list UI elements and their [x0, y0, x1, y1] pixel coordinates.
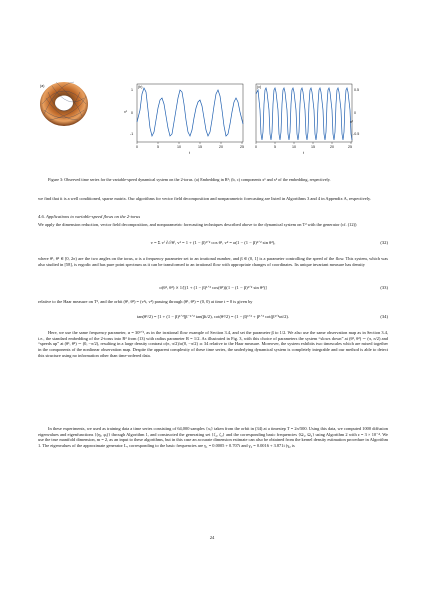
equation-34 — [38, 314, 388, 326]
panel-c-xtick: 15 — [311, 145, 315, 149]
paragraph-4: relative to the Haar measure on T², and the orbit (θ¹, θ²) = (v¹t, v²) passing through (θ¹, θ²) = (0, 0) at time t = 0 is given by — [38, 299, 253, 304]
panel-b-axes — [137, 84, 243, 142]
panel-c-xtick: 20 — [330, 145, 334, 149]
equation-33 — [38, 285, 388, 297]
paragraph-2: We apply the dimension reduction, vector field decomposition, and nonparametric forecasting techniques described above to the dynamical system on T² with the generator (cf. (12)) — [38, 222, 357, 227]
series-x1 — [137, 88, 243, 136]
panel-b-ytick: 0 — [131, 111, 133, 115]
panel-b-xtick: 5 — [157, 145, 159, 149]
panel-c-xtick: 10 — [292, 145, 296, 149]
panel-b-ylabel: x¹ — [124, 110, 127, 114]
equation-32-body: v = Σ vⁱ ∂/∂θⁱ, v¹ = 1 + (1 − β)¹ᐟ² cos θ¹, v² = α(1 − (1 − β)¹ᐟ² sin θ²), — [150, 240, 276, 245]
panel-c-ytick: 0 — [354, 111, 356, 115]
panel-c-xtick: 5 — [274, 145, 276, 149]
section-heading: 4.6. Applications to variable-speed flows on the 2-torus — [38, 214, 141, 219]
figure-caption: Figure 3: Observed time series for the variable-speed dynamical system on the 2-torus. (a) Embedding in R³; (b, c) components x¹ and x² of the embedding, respectively. — [48, 177, 331, 182]
panel-c-ytick: -0.5 — [353, 132, 360, 136]
panel-c-xtick: 25 — [348, 145, 352, 149]
panel-b-xtick: 15 — [198, 145, 202, 149]
panel-c-ytick: 0.5 — [354, 88, 359, 92]
panel-c-xlabel: t — [303, 151, 304, 155]
equation-34-number: (34) — [380, 314, 388, 319]
figure-3 — [38, 70, 358, 174]
torus-embedding — [40, 82, 88, 126]
panel-label-b: (b) — [138, 85, 143, 89]
paragraph-1: we find that it is a well conditioned, sparse matrix. Our algorithms for vector field decomposition and nonparametric forecasting are listed in Algorithms 3 and 4 in Appendix A, respectively. — [38, 196, 371, 201]
equation-33-number: (33) — [380, 285, 388, 290]
panel-b-xtick: 25 — [240, 145, 244, 149]
panel-b-xtick: 10 — [177, 145, 181, 149]
equation-34-body: tan(θ¹/2) = [1 + (1 − β)¹ᐟ²]β⁻¹ᐟ² tan(βt/2), cot(θ²/2) = (1 − β)¹ᐟ² + β¹ᐟ² cot(β¹ᐟ²αt/2). — [136, 314, 290, 319]
paragraph-3: where θ¹, θ² ∈ [0, 2π) are the two angles on the torus, α is a frequency parameter set to an irrational number, and β ∈ (0, 1] is a parameter controlling the speed of the flow. This system, which was also studied in [58], is ergodic and has pure point spectrum as it can be transformed to an irrational flow with appropriate changes of coordinates. Its unique invariant measure has density — [38, 256, 388, 267]
panel-c-xtick: 0 — [255, 145, 257, 149]
panel-c-axes — [256, 84, 352, 142]
panel-label-a: (a) — [40, 84, 45, 88]
equation-33-body: σ(θ¹, θ²) ∝ 1/[(1 + (1 − β)¹ᐟ² cos(θ¹))(1 − (1 − β)¹ᐟ² sin θ²)] — [159, 285, 267, 290]
panel-b-ytick: 1 — [131, 88, 133, 92]
panel-b-xtick: 0 — [136, 145, 138, 149]
equation-32 — [38, 240, 388, 252]
page-number: 24 — [209, 535, 215, 540]
paragraph-5: Here, we use the same frequency parameter, α = 30¹ᐟ², as in the irrational flow example of Section 3.4, and set the parameter β to 1/2. We also use the same observation map as in Section 3.4, i.e., the standard embedding of the 2-torus into R³ from (13) with radius parameter R = 1/2. As illustrated in Fig. 3, with this choice of parameters the system “slows down” at (θ¹, θ²) ∼ (π, π/2) and “speeds up” at (θ¹, θ²) ∼ (0, −π/2), resulting in a large density contrast σ(π, π/2)/σ(0, −π/2) ≃ 34 relative to the Haar measure. Moreover, the system exhibits two timescales which are mixed together in the components of the nonlinear observation map. Despite the apparent complexity of these time series, the underlying dynamical system is completely integrable and our method is able to detect this structure using no information other than time-ordered data. — [38, 330, 388, 358]
equation-32-number: (32) — [380, 240, 388, 245]
panel-label-c: (c) — [257, 85, 262, 89]
series-x2 — [256, 88, 352, 140]
paragraph-6: In these experiments, we used as training data a time series consisting of 64,000 samples {xᵢ} taken from the orbit in (34) at a timestep T = 2π/500. Using this data, we computed 1000 diffusion eigenvalues and eigenfunctions {(ηᵢ, φᵢ)} through Algorithm 1, and constructed the generating set {ζ₁, ζ₂} and the corresponding basic frequencies {Ω₁, Ω₂} using Algorithm 2 with ε = 3 × 10⁻⁴. We use the true manifold dimension, m = 2, as an input to these algorithms, but in this case an accurate dimension estimate can also be obtained from the kernel density estimation procedure in Algorithm 1. The eigenvalues of the approximate generator Lᵥ corresponding to the basic frequencies are γ₁ = 0.0005 + 0.707i and γ₂ = 0.0016 + 3.871i (γ₂ is — [38, 426, 388, 449]
panel-b-xlabel: t — [189, 151, 190, 155]
figure-graphics — [38, 70, 358, 174]
panel-c-ylabel: x² — [350, 120, 353, 124]
panel-b-ytick: -1 — [130, 132, 134, 136]
panel-b-xtick: 20 — [219, 145, 223, 149]
